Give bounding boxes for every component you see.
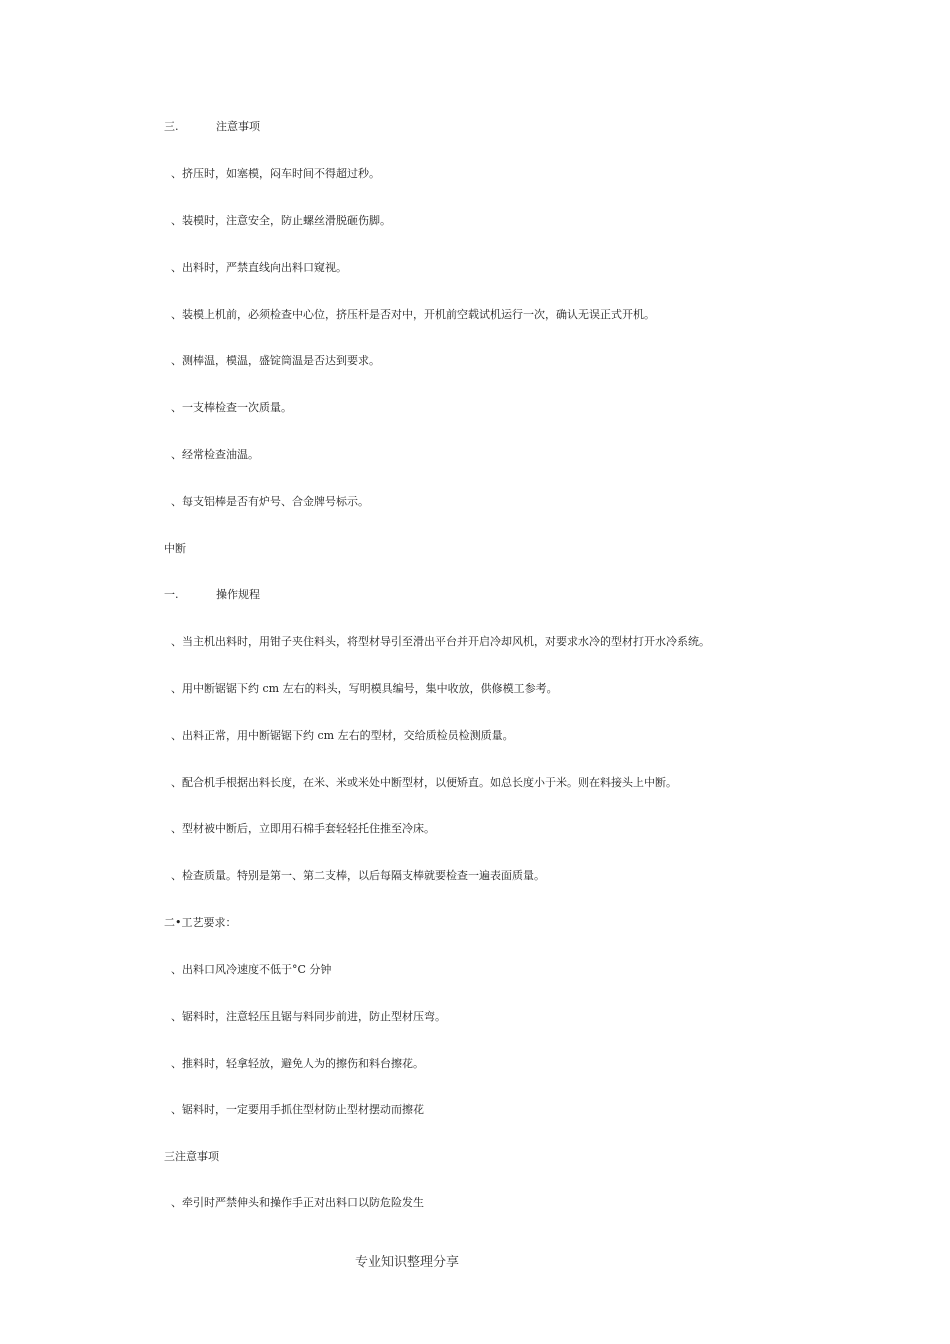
section-number: 三. — [164, 120, 179, 133]
list-item: 、出料口风冷速度不低于°C 分钟 — [171, 963, 332, 976]
list-item: 、锯料时，一定要用手抓住型材防止型材摆动而擦花 — [171, 1103, 424, 1116]
list-item: 、牵引时严禁伸头和操作手正对出料口以防危险发生 — [171, 1196, 424, 1209]
section-heading-notes — [164, 119, 260, 135]
list-item: 、出料正常，用中断锯锯下约 cm 左右的型材，交给质检员检测质量。 — [171, 729, 514, 742]
section-heading-procedures — [164, 587, 260, 603]
list-item: 、出料时，严禁直线向出料口窥视。 — [171, 261, 347, 274]
list-item: 、推料时，轻拿轻放，避免人为的擦伤和料台擦花。 — [171, 1057, 424, 1070]
list-item: 、装模上机前，必须检查中心位，挤压杆是否对中，开机前空载试机运行一次，确认无误正式开机。 — [171, 308, 655, 321]
list-item: 、测棒温，模温，盛锭筒温是否达到要求。 — [171, 354, 380, 367]
list-item: 、锯料时，注意轻压且锯与料同步前进，防止型材压弯。 — [171, 1010, 446, 1023]
list-item: 、挤压时，如塞模，闷车时间不得超过秒。 — [171, 167, 380, 180]
page-footer: 专业知识整理分享 — [355, 1255, 460, 1270]
list-item: 、每支铝棒是否有炉号、合金牌号标示。 — [171, 495, 369, 508]
list-item: 、装模时，注意安全，防止螺丝滑脱砸伤脚。 — [171, 214, 391, 227]
section-heading-cautions: 三注意事项 — [164, 1150, 219, 1163]
list-item: 、一支棒检查一次质量。 — [171, 401, 292, 414]
list-item: 、型材被中断后，立即用石棉手套轻轻托住推至冷床。 — [171, 822, 435, 835]
list-item: 、用中断锯锯下约 cm 左右的料头，写明模具编号，集中收放，供修模工参考。 — [171, 682, 558, 695]
list-item: 、配合机手根据出料长度，在米、米或米处中断型材，以便矫直。如总长度小于米。则在料接头上中断。 — [171, 776, 677, 789]
list-item: 、当主机出料时，用钳子夹住料头，将型材导引至滑出平台并开启冷却风机，对要求水冷的型材打开水冷系统。 — [171, 635, 710, 648]
section-title: 注意事项 — [216, 120, 260, 133]
section-title: 操作规程 — [216, 588, 260, 601]
list-item: 、经常检查油温。 — [171, 448, 259, 461]
section-number: 一. — [164, 588, 179, 601]
list-item: 、检查质量。特别是第一、第二支棒，以后每隔支棒就要检查一遍表面质量。 — [171, 869, 545, 882]
section-heading-requirements: 二•工艺要求： — [164, 916, 237, 929]
chapter-title: 中断 — [164, 542, 186, 555]
